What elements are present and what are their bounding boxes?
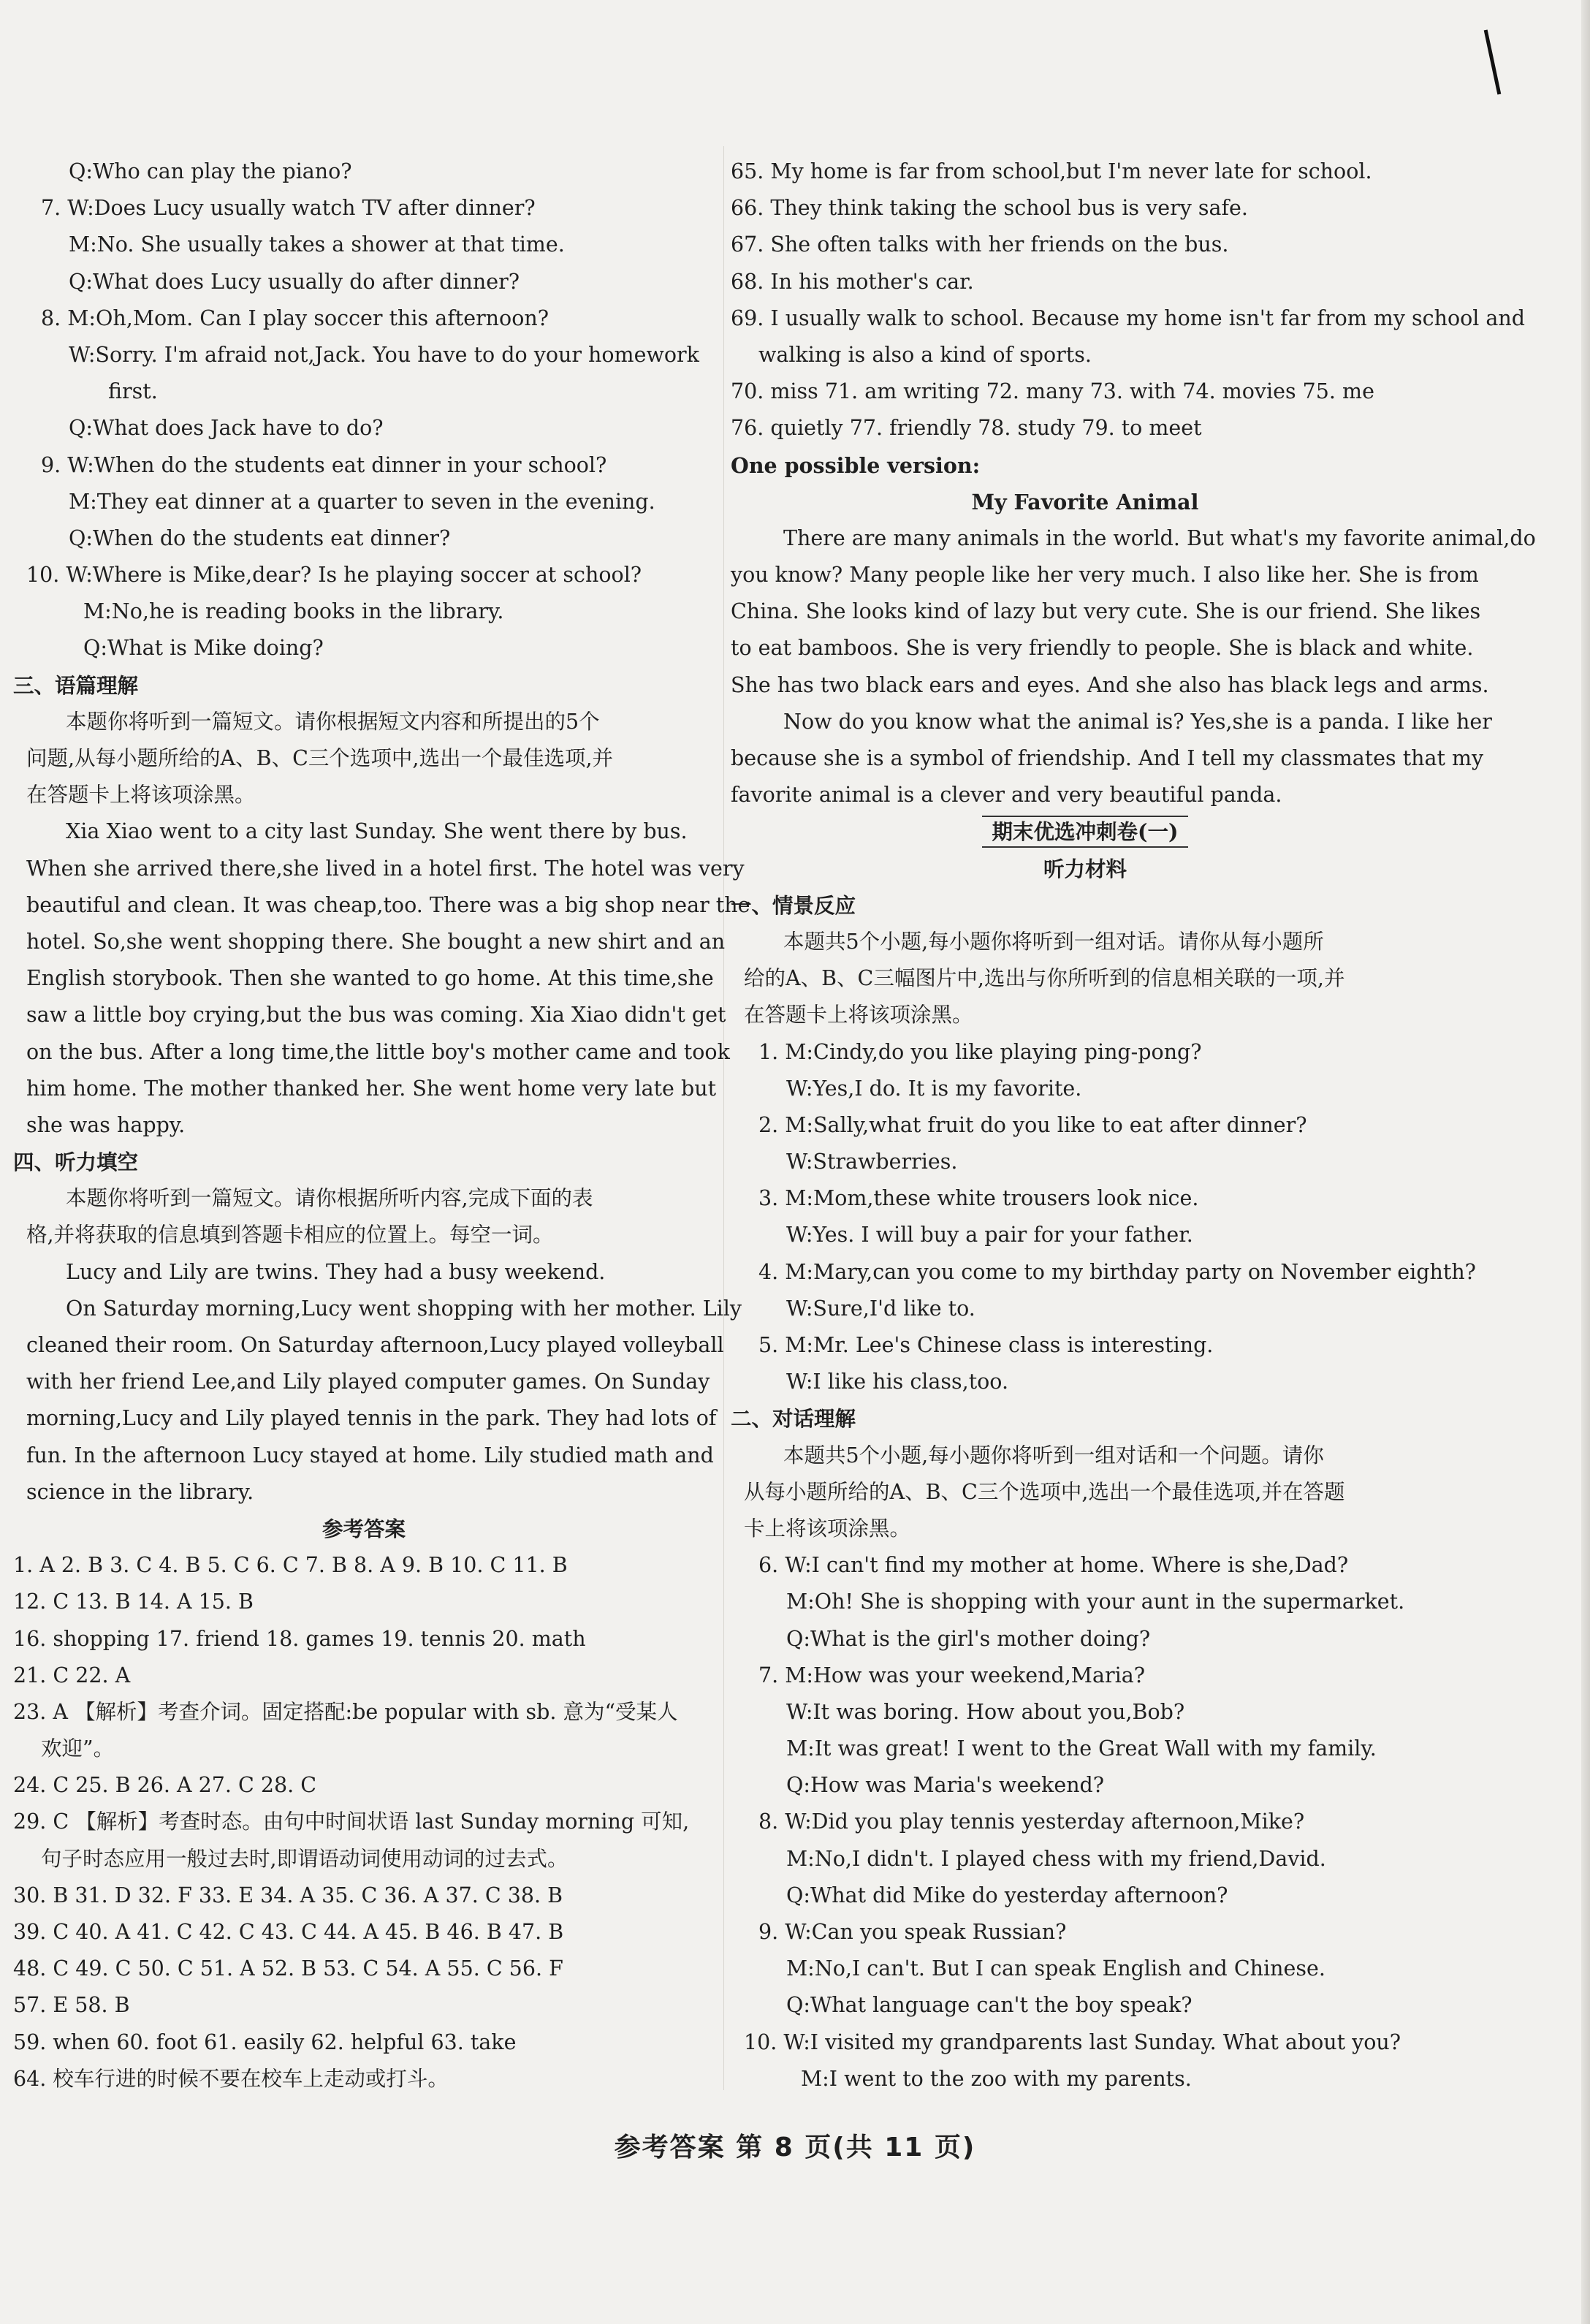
right-line: 给的A、B、C三幅图片中,选出与你所听到的信息相关联的一项,并: [744, 966, 1345, 991]
left-line: Lucy and Lily are twins. They had a busy weekend.: [66, 1259, 606, 1284]
right-line: 1. M:Cindy,do you like playing ping-pong?: [758, 1039, 1202, 1064]
right-line: you know? Many people like her very much. I also like her. She is from: [731, 563, 1479, 588]
right-line: 67. She often talks with her friends on the bus.: [731, 232, 1229, 257]
left-line: 16. shopping 17. friend 18. games 19. tennis 20. math: [13, 1626, 586, 1651]
left-line: W:Sorry. I'm afraid not,Jack. You have to do your homework: [69, 342, 699, 367]
right-line: 本题共5个小题,每小题你将听到一组对话。请你从每小题所: [783, 929, 1324, 954]
right-line: 66. They think taking the school bus is very safe.: [731, 196, 1248, 221]
right-line: 70. miss 71. am writing 72. many 73. with 74. movies 75. me: [731, 379, 1374, 404]
left-line: 57. E 58. B: [13, 1993, 130, 2018]
left-line: M:No. She usually takes a shower at that time.: [69, 232, 565, 257]
left-line: she was happy.: [26, 1112, 186, 1137]
left-line: 8. M:Oh,Mom. Can I play soccer this afternoon?: [41, 305, 549, 330]
left-line: 本题你将听到一篇短文。请你根据所听内容,完成下面的表: [66, 1186, 593, 1211]
right-line: to eat bamboos. She is very friendly to people. She is black and white.: [731, 636, 1474, 661]
right-line: because she is a symbol of friendship. And I tell my classmates that my: [731, 746, 1484, 770]
left-line: cleaned their room. On Saturday afternoon,Lucy played volleyball: [26, 1333, 724, 1357]
right-line: 76. quietly 77. friendly 78. study 79. to meet: [731, 416, 1202, 441]
right-line: 卡上将该项涂黑。: [744, 1516, 911, 1541]
left-line: Q:When do the students eat dinner?: [69, 525, 451, 550]
left-line: 12. C 13. B 14. A 15. B: [13, 1590, 254, 1614]
right-line: Q:What did Mike do yesterday afternoon?: [786, 1883, 1228, 1907]
left-line: beautiful and clean. It was cheap,too. There was a big shop near the: [26, 892, 750, 917]
left-line: on the bus. After a long time,the little boy's mother came and took: [26, 1039, 730, 1064]
right-line: Q:What is the girl's mother doing?: [786, 1626, 1151, 1651]
right-column: [731, 153, 1536, 2097]
right-line: W:Yes,I do. It is my favorite.: [786, 1076, 1082, 1101]
left-line: 10. W:Where is Mike,dear? Is he playing soccer at school?: [26, 563, 642, 588]
left-line: M:No,he is reading books in the library.: [83, 599, 504, 624]
right-line: She has two black ears and eyes. And she also has black legs and arms.: [731, 672, 1489, 697]
left-line: 参考答案: [322, 1516, 406, 1541]
right-line: walking is also a kind of sports.: [758, 342, 1092, 367]
left-line: Q:What does Jack have to do?: [69, 416, 384, 441]
right-line: [731, 813, 1439, 850]
scan-mark: [1484, 29, 1502, 94]
left-line: English storybook. Then she wanted to go home. At this time,she: [26, 966, 714, 991]
right-line: W:Yes. I will buy a pair for your father.: [786, 1223, 1193, 1248]
right-line: 从每小题所给的A、B、C三个选项中,选出一个最佳选项,并在答题: [744, 1479, 1345, 1504]
right-line: 10. W:I visited my grandparents last Sunday. What about you?: [744, 2029, 1401, 2054]
right-line: M:Oh! She is shopping with your aunt in the supermarket.: [786, 1590, 1405, 1614]
left-line: him home. The mother thanked her. She went home very late but: [26, 1076, 717, 1101]
right-line: Q:How was Maria's weekend?: [786, 1773, 1105, 1798]
right-line: Now do you know what the animal is? Yes,she is a panda. I like her: [783, 709, 1492, 734]
left-line: 9. W:When do the students eat dinner in your school?: [41, 452, 607, 477]
left-line: hotel. So,she went shopping there. She bought a new shirt and an: [26, 929, 726, 954]
right-line: 本题共5个小题,每小题你将听到一组对话和一个问题。请你: [783, 1443, 1324, 1467]
right-line: 听力材料: [1043, 856, 1127, 881]
left-line: with her friend Lee,and Lily played computer games. On Sunday: [26, 1370, 710, 1394]
right-line: 69. I usually walk to school. Because my home isn't far from my school and: [731, 305, 1526, 330]
right-line: 二、对话理解: [731, 1406, 856, 1432]
left-line: first.: [108, 379, 158, 404]
left-line: Q:What does Lucy usually do after dinner?: [69, 269, 520, 294]
left-line: Q:What is Mike doing?: [83, 636, 324, 661]
left-line: When she arrived there,she lived in a hotel first. The hotel was very: [26, 856, 745, 881]
right-line: W:Sure,I'd like to.: [786, 1296, 975, 1321]
right-line: M:No,I didn't. I played chess with my friend,David.: [786, 1846, 1326, 1871]
right-line: 一、情景反应: [731, 892, 856, 918]
right-line: M:I went to the zoo with my parents.: [801, 2066, 1192, 2091]
left-line: 7. W:Does Lucy usually watch TV after dinner?: [41, 196, 536, 221]
left-line: 本题你将听到一篇短文。请你根据短文内容和所提出的5个: [66, 709, 600, 734]
left-line: On Saturday morning,Lucy went shopping with her mother. Lily: [66, 1296, 742, 1321]
right-line: 4. M:Mary,can you come to my birthday party on November eighth?: [758, 1259, 1476, 1284]
right-line: favorite animal is a clever and very beautiful panda.: [731, 783, 1282, 808]
right-line: 3. M:Mom,these white trousers look nice.: [758, 1186, 1199, 1211]
left-line: Xia Xiao went to a city last Sunday. She went there by bus.: [66, 819, 688, 844]
right-line: China. She looks kind of lazy but very cute. She is our friend. She likes: [731, 599, 1481, 624]
left-line: 30. B 31. D 32. F 33. E 34. A 35. C 36. A 37. C 38. B: [13, 1883, 563, 1907]
right-line: 65. My home is far from school,but I'm never late for school.: [731, 159, 1372, 183]
right-line: 6. W:I can't find my mother at home. Where is she,Dad?: [758, 1553, 1349, 1578]
left-line: M:They eat dinner at a quarter to seven in the evening.: [69, 489, 655, 514]
left-line: saw a little boy crying,but the bus was coming. Xia Xiao didn't get: [26, 1003, 726, 1028]
left-line: 39. C 40. A 41. C 42. C 43. C 44. A 45. B 46. B 47. B: [13, 1920, 564, 1944]
right-line: W:It was boring. How about you,Bob?: [786, 1699, 1185, 1724]
left-line: 欢迎”。: [41, 1736, 115, 1761]
right-line: M:It was great! I went to the Great Wall with my family.: [786, 1736, 1377, 1761]
right-line: W:I like his class,too.: [786, 1370, 1009, 1394]
left-line: 23. A 【解析】考查介词。固定搭配:be popular with sb. 意为“受某人: [13, 1699, 678, 1724]
left-line: 64. 校车行进的时候不要在校车上走动或打斗。: [13, 2066, 449, 2091]
right-line: W:Strawberries.: [786, 1150, 958, 1174]
left-line: science in the library.: [26, 1479, 254, 1504]
column-divider: [723, 146, 724, 2090]
left-line: 格,并将获取的信息填到答题卡相应的位置上。每空一词。: [26, 1223, 554, 1248]
left-line: 四、听力填空: [13, 1150, 139, 1175]
left-line: fun. In the afternoon Lucy stayed at home. Lily studied math and: [26, 1443, 714, 1467]
left-line: 三、语篇理解: [13, 672, 139, 698]
right-line: 68. In his mother's car.: [731, 269, 974, 294]
right-line: 7. M:How was your weekend,Maria?: [758, 1663, 1145, 1687]
right-line: My Favorite Animal: [971, 489, 1199, 514]
left-line: Q:Who can play the piano?: [69, 159, 352, 183]
left-line: 问题,从每小题所给的A、B、C三个选项中,选出一个最佳选项,并: [26, 746, 614, 770]
left-line: 21. C 22. A: [13, 1663, 131, 1687]
right-line: One possible version:: [731, 452, 981, 478]
right-line: 2. M:Sally,what fruit do you like to eat after dinner?: [758, 1112, 1307, 1137]
right-line: 5. M:Mr. Lee's Chinese class is interesting.: [758, 1333, 1214, 1357]
left-line: 句子时态应用一般过去时,即谓语动词使用动词的过去式。: [41, 1846, 568, 1871]
page-footer: 参考答案 第 8 页(共 11 页): [614, 2133, 976, 2162]
right-line: 8. W:Did you play tennis yesterday afternoon,Mike?: [758, 1810, 1305, 1834]
right-line: M:No,I can't. But I can speak English and Chinese.: [786, 1956, 1325, 1981]
left-line: 24. C 25. B 26. A 27. C 28. C: [13, 1773, 317, 1798]
left-column: [13, 153, 750, 2097]
page-edge-shadow: [1581, 0, 1590, 2324]
left-line: 在答题卡上将该项涂黑。: [26, 783, 256, 808]
right-line: 9. W:Can you speak Russian?: [758, 1920, 1067, 1944]
right-line: There are many animals in the world. But what's my favorite animal,do: [783, 525, 1536, 550]
left-line: 59. when 60. foot 61. easily 62. helpful 63. take: [13, 2029, 517, 2054]
right-line: Q:What language can't the boy speak?: [786, 1993, 1192, 2018]
left-line: morning,Lucy and Lily played tennis in the park. They had lots of: [26, 1406, 717, 1431]
right-line: 在答题卡上将该项涂黑。: [744, 1003, 973, 1028]
left-line: 29. C 【解析】考查时态。由句中时间状语 last Sunday morning 可知,: [13, 1810, 690, 1834]
left-line: 48. C 49. C 50. C 51. A 52. B 53. C 54. A 55. C 56. F: [13, 1956, 563, 1981]
section-title: 期末优选冲刺卷(一): [982, 816, 1189, 848]
left-line: 1. A 2. B 3. C 4. B 5. C 6. C 7. B 8. A 9. B 10. C 11. B: [13, 1553, 568, 1578]
